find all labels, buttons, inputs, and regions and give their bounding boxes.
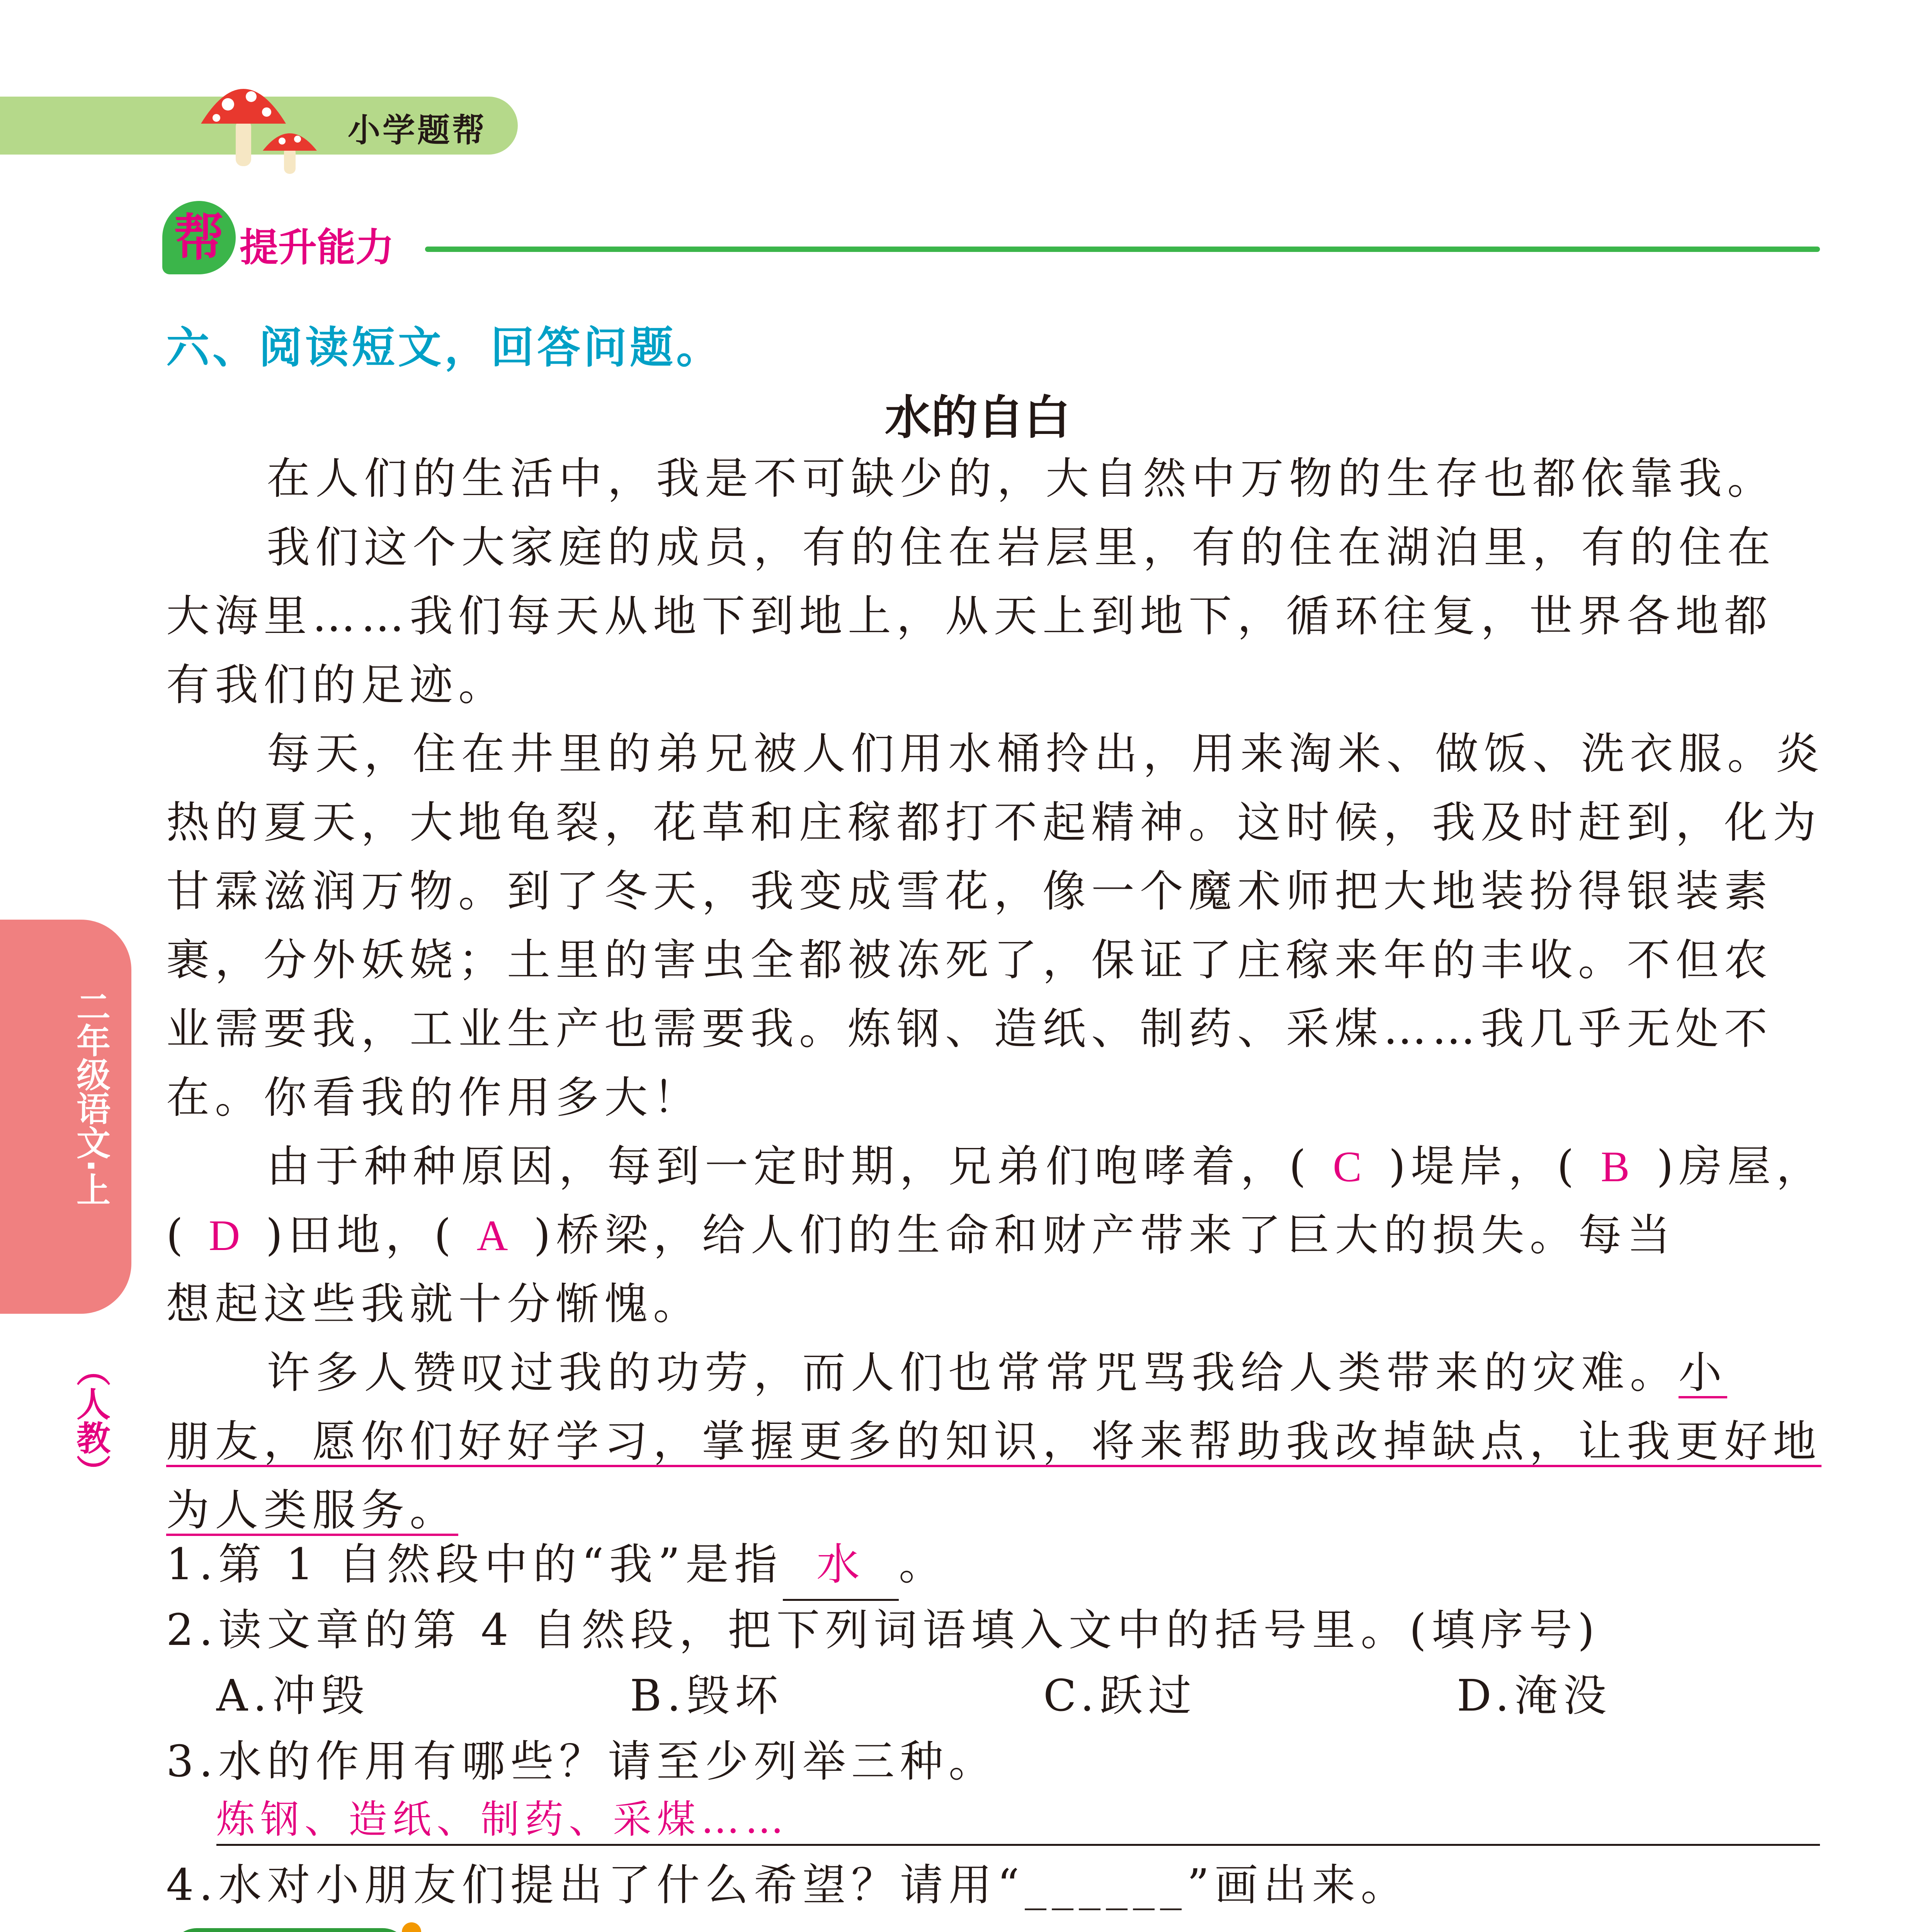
- p4-text-d: (: [166, 1210, 189, 1260]
- brand-name: 小学题帮: [348, 111, 487, 149]
- q2-option-d: D.淹没: [1457, 1671, 1612, 1721]
- passage-p3-line1: 每天，住在井里的弟兄被人们用水桶拎出，用来淘米、做饭、洗衣服。炎: [267, 729, 1825, 779]
- q1-suffix: 。: [898, 1539, 947, 1590]
- passage-p4-line3: 想起这些我就十分惭愧。: [166, 1279, 702, 1329]
- passage-p3-line4: 裹，分外妖娆；土里的害虫全都被冻死了，保证了庄稼来年的丰收。不但农: [166, 935, 1773, 985]
- p5-underlined-start: 小: [1679, 1348, 1727, 1398]
- question-1: [166, 1530, 947, 1601]
- p4-text-f: )桥梁，给人们的生命和财产带来了巨大的损失。每当: [534, 1210, 1676, 1260]
- practice-label: [170, 1928, 410, 1932]
- passage-p5-line2: 朋友，愿你们好好学习，掌握更多的知识，将来帮助我改掉缺点，让我更好地: [166, 1417, 1821, 1467]
- p4-answer-4: A: [476, 1212, 514, 1260]
- q3-answer: 炼钢、造纸、制药、采煤……: [216, 1797, 789, 1842]
- passage-p4-line2: [166, 1201, 1676, 1270]
- passage-p3-line5: 业需要我，工业生产也需要我。炼钢、造纸、制药、采煤……我几乎无处不: [166, 1004, 1773, 1054]
- passage-p2-line3: 有我们的足迹。: [166, 660, 507, 710]
- passage-p2-line1: 我们这个大家庭的成员，有的住在岩层里，有的住在湖泊里，有的住在: [267, 522, 1776, 573]
- question-3: 3.水的作用有哪些？请至少列举三种。: [166, 1736, 997, 1787]
- passage-p5-line3: 为人类服务。: [166, 1485, 458, 1536]
- practice-label-heart-icon: [398, 1918, 425, 1932]
- question-heading: 六、阅读短文，回答问题。: [166, 323, 723, 373]
- q2-option-a: A.冲毁: [216, 1671, 370, 1721]
- section-rule: [425, 247, 1820, 252]
- p4-answer-3: D: [209, 1212, 246, 1260]
- passage-p2-line2: 大海里……我们每天从地下到地上，从天上到地下，循环往复，世界各地都: [166, 591, 1773, 641]
- q2-option-c: C.跃过: [1043, 1671, 1197, 1721]
- passage-p5-line1: [267, 1338, 1727, 1407]
- section-badge: 帮: [162, 201, 236, 274]
- p5-plain: 许多人赞叹过我的功劳，而人们也常常咒骂我给人类带来的灾难。: [267, 1348, 1679, 1398]
- mushroom-logo-icon: [193, 70, 340, 178]
- passage-p1: 在人们的生活中，我是不可缺少的，大自然中万物的生存也都依靠我。: [267, 454, 1776, 504]
- section-title: 提升能力: [240, 225, 394, 270]
- q1-answer: 水: [783, 1530, 899, 1601]
- question-4: 4.水对小朋友们提出了什么希望？请用“______”画出来。: [166, 1860, 1410, 1910]
- question-2: 2.读文章的第 4 自然段，把下列词语填入文中的括号里。(填序号): [166, 1605, 1600, 1655]
- p4-answer-2: B: [1600, 1143, 1635, 1191]
- q3-answer-line: [216, 1844, 1820, 1846]
- p4-text-c: )房屋，: [1656, 1141, 1825, 1192]
- q2-option-b: B.毁坏: [630, 1671, 784, 1721]
- p4-text-a: 由于种种原因，每到一定时期，兄弟们咆哮着，(: [267, 1141, 1311, 1192]
- p4-text-e: )田地，(: [265, 1210, 457, 1260]
- passage-p4-line1: [267, 1132, 1825, 1201]
- side-tab-grade: 二年级语文·上: [71, 989, 111, 1206]
- passage-p3-line6: 在。你看我的作用多大！: [166, 1073, 702, 1123]
- p4-text-b: )堤岸，(: [1388, 1141, 1580, 1192]
- passage-title: 水的自白: [885, 391, 1070, 445]
- q1-prefix: 1.第 1 自然段中的“我”是指: [166, 1539, 783, 1590]
- passage-p3-line3: 甘霖滋润万物。到了冬天，我变成雪花，像一个魔术师把大地装扮得银装素: [166, 866, 1773, 917]
- p4-answer-1: C: [1333, 1143, 1367, 1191]
- side-tab-edition: （人教）: [71, 1352, 111, 1488]
- passage-p3-line2: 热的夏天，大地龟裂，花草和庄稼都打不起精神。这时候，我及时赶到，化为: [166, 798, 1821, 848]
